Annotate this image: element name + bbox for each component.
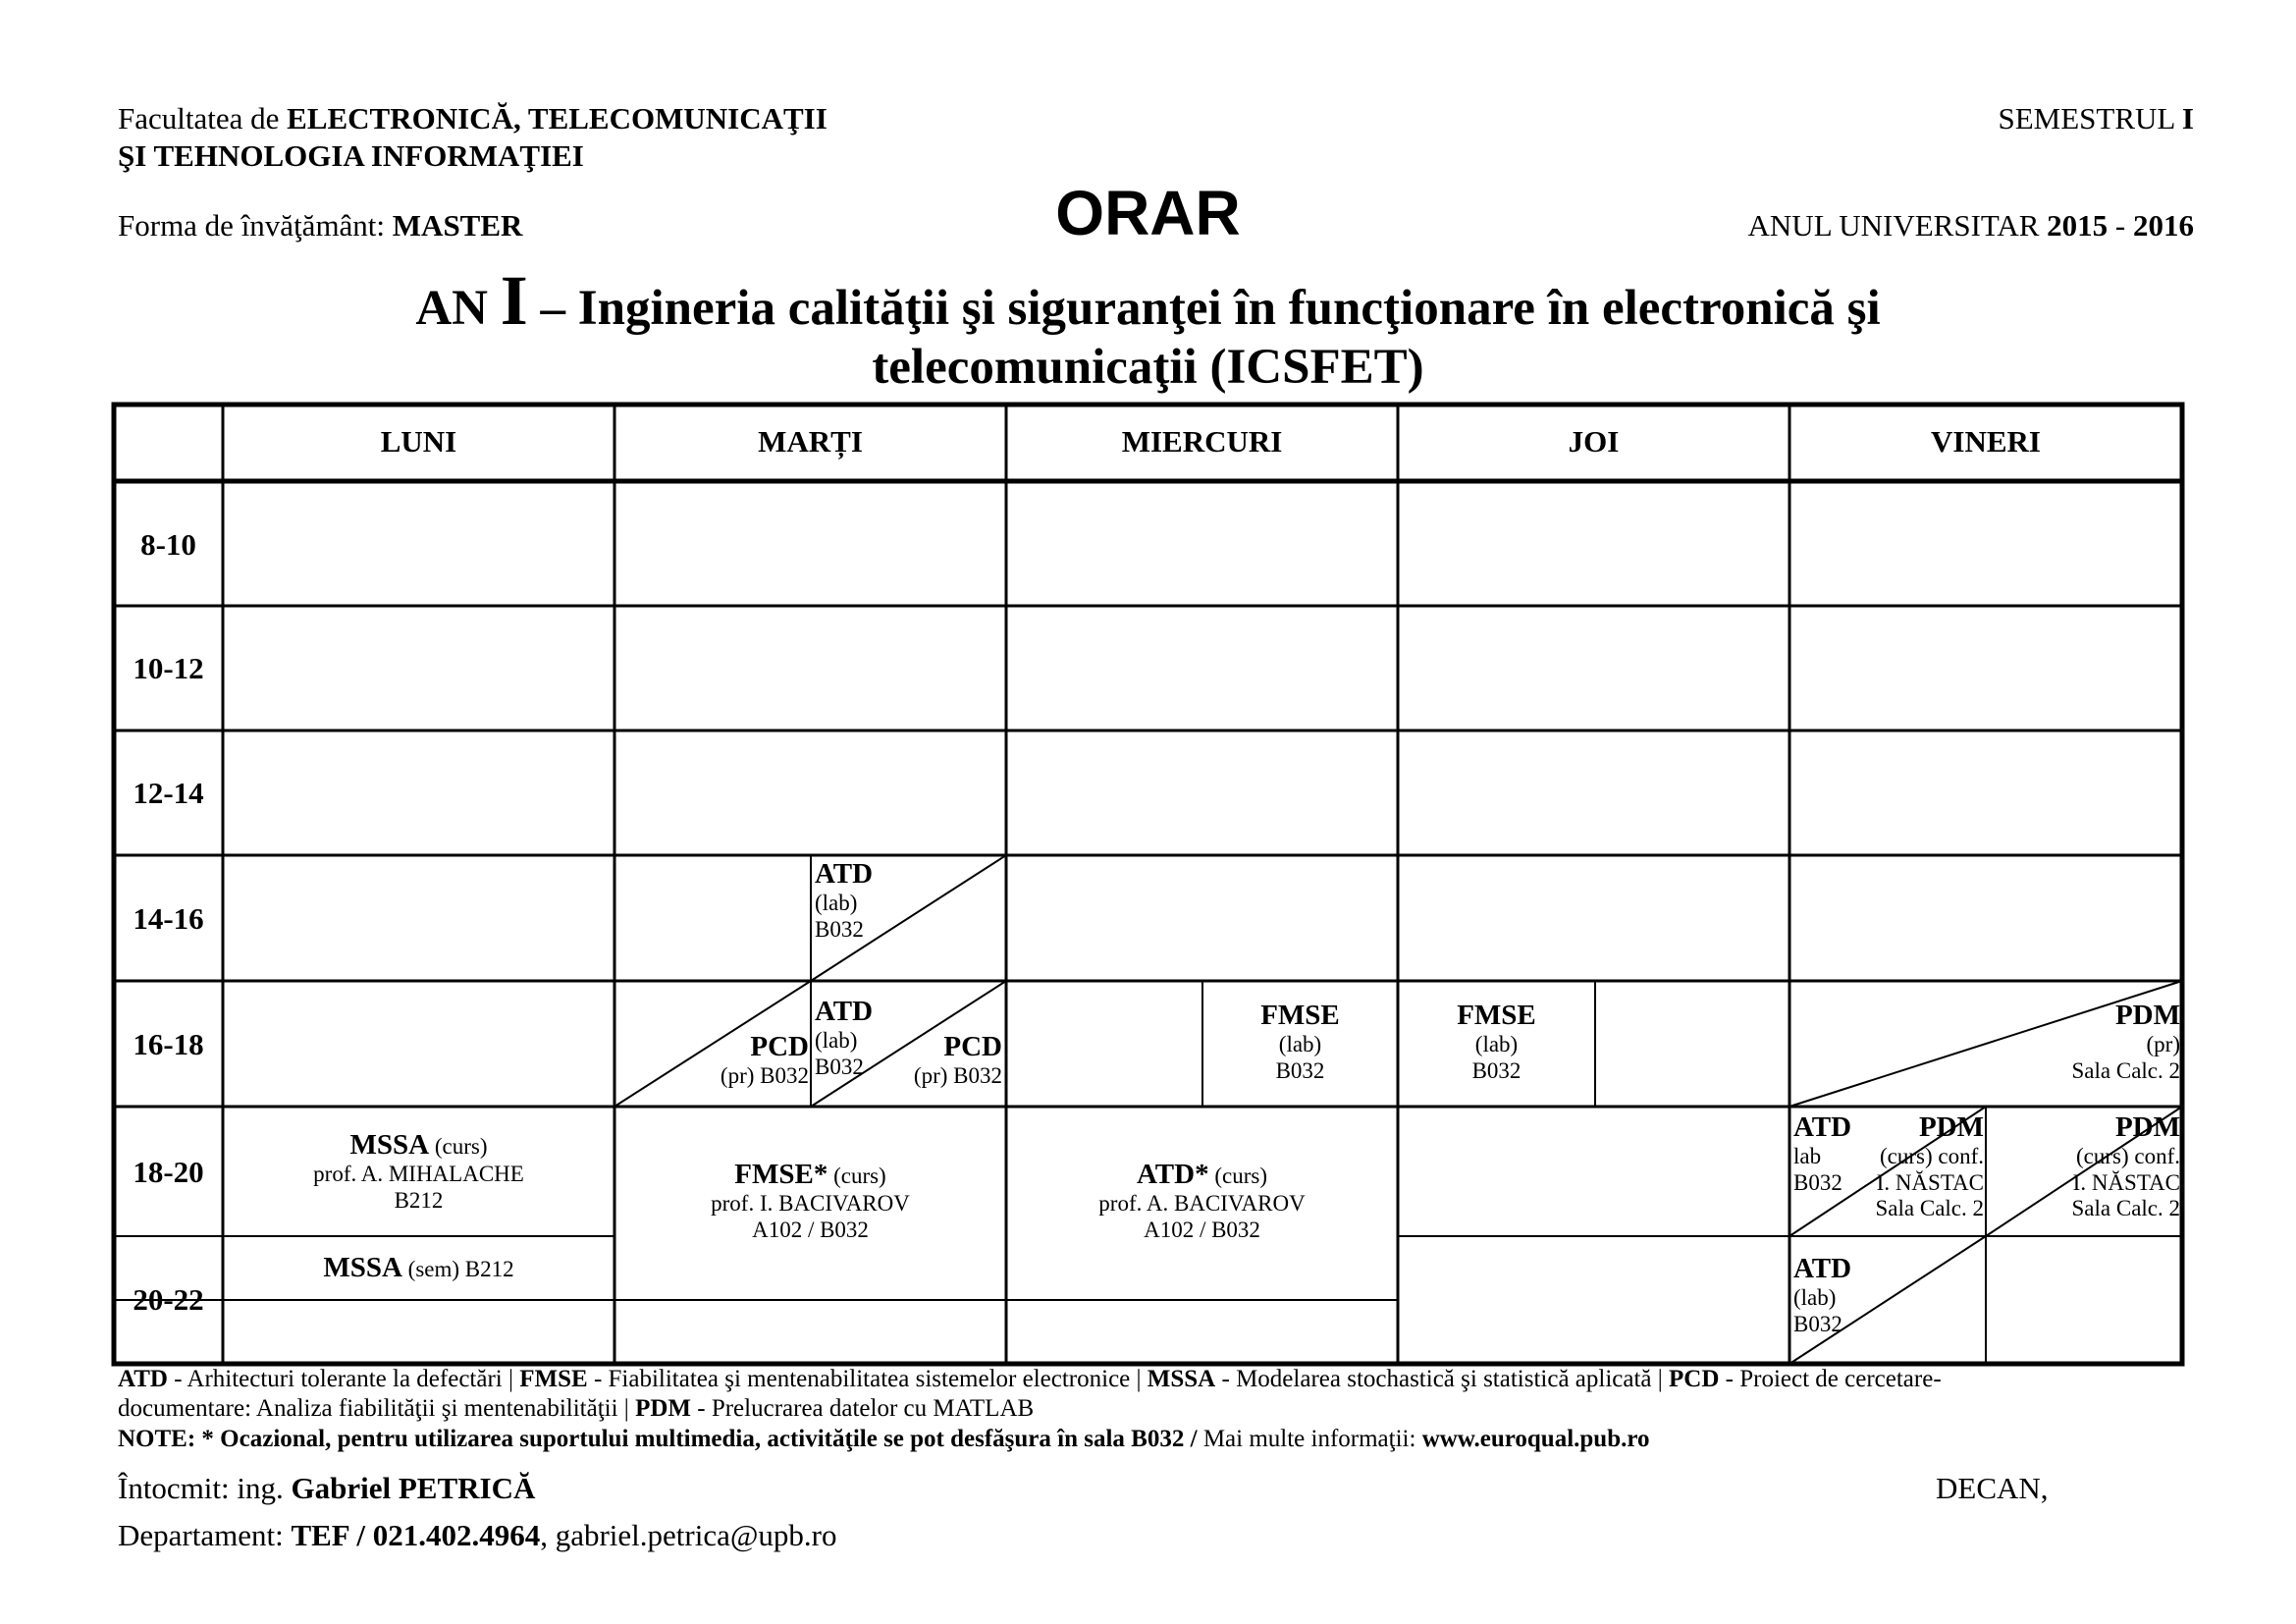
- legend-code: MSSA: [1147, 1366, 1216, 1392]
- course-code: PDM: [2114, 1111, 2180, 1143]
- course-type: (sem): [401, 1257, 460, 1281]
- entry-joi-1618-fmse: [1398, 1000, 1595, 1084]
- form-value: MASTER: [392, 208, 523, 243]
- note-plain: Mai multe informaţii:: [1197, 1426, 1422, 1452]
- legend-code: PCD: [1669, 1366, 1720, 1392]
- entry-vineri-1820-pdm-2: [2072, 1111, 2181, 1222]
- course-room: A102 / B032: [1144, 1217, 1260, 1242]
- course-code: PDM: [1918, 1111, 1984, 1143]
- legend-text: - Proiect de cercetare-: [1719, 1366, 1942, 1392]
- entry-vineri-1820-atd: [1793, 1111, 1851, 1196]
- course-room: B212: [394, 1187, 444, 1213]
- entry-miercuri-1822-atd: [1006, 1159, 1398, 1243]
- time-slot: 20-22: [133, 1282, 204, 1317]
- course-type: (lab): [1474, 1032, 1519, 1057]
- course-professor: prof. I. BACIVAROV: [711, 1191, 910, 1217]
- course-type: (lab): [815, 891, 858, 916]
- day-header-joi: JOI: [1568, 424, 1620, 459]
- legend-code: ATD: [118, 1366, 168, 1392]
- prepared-label: Întocmit: ing.: [118, 1471, 292, 1505]
- legend-text: - Fiabilitatea şi mentenabilitatea sistemelor electronice |: [587, 1366, 1148, 1392]
- course-code: ATD: [815, 858, 874, 890]
- entry-miercuri-1618-fmse: [1202, 1000, 1398, 1084]
- entry-marti-1618-pcd-1: [721, 1031, 809, 1090]
- course-professor: I. NĂSTAC: [1876, 1169, 1984, 1195]
- day-header-vineri: VINERI: [1931, 424, 2041, 459]
- entry-marti-1618-pcd-2: [914, 1031, 1002, 1090]
- prepared-by: [118, 1471, 535, 1506]
- legend-code: PDM: [635, 1395, 691, 1422]
- time-slot: 18-20: [133, 1155, 204, 1189]
- course-room: B032: [815, 1054, 864, 1079]
- entry-luni-1820-mssa: [223, 1129, 614, 1214]
- legend-text: - Arhitecturi tolerante la defectări |: [167, 1366, 520, 1392]
- course-code: FMSE: [1457, 1000, 1536, 1031]
- faculty-prefix: Facultatea de: [118, 101, 288, 135]
- course-room: B212: [459, 1257, 514, 1281]
- course-code: FMSE*: [734, 1159, 828, 1190]
- course-code: MSSA: [349, 1129, 430, 1161]
- course-type: (curs) conf.: [2075, 1144, 2180, 1169]
- course-code: ATD: [1793, 1253, 1852, 1284]
- dept-value: TEF / 021.402.: [291, 1518, 480, 1552]
- program-year: I: [500, 261, 528, 340]
- year-label: ANUL UNIVERSITAR: [1747, 208, 2048, 243]
- legend-line-1: [118, 1365, 1942, 1394]
- course-room: Sala Calc. 2: [2071, 1057, 2180, 1083]
- semester-label: SEMESTRUL: [1998, 101, 2182, 135]
- course-type: (curs): [1208, 1164, 1267, 1188]
- entry-marti-1416-atd: [815, 858, 873, 943]
- faculty-line-1: [118, 100, 828, 137]
- time-slot: 14-16: [133, 901, 204, 936]
- course-type: (lab): [1278, 1032, 1322, 1057]
- dept-label: Departament:: [118, 1518, 292, 1552]
- year-from: 2015: [2047, 208, 2109, 243]
- course-type: (curs): [429, 1134, 488, 1159]
- legend-line-2: [118, 1394, 1034, 1424]
- course-code: PCD: [750, 1031, 809, 1062]
- legend-text: - Modelarea stochastică şi statistică aplicată |: [1215, 1366, 1670, 1392]
- course-type: (curs) conf.: [1879, 1144, 1984, 1169]
- course-detail: (pr) B032: [913, 1063, 1002, 1089]
- course-professor: prof. A. MIHALACHE: [313, 1162, 524, 1187]
- dept-ext: 4964: [479, 1518, 541, 1552]
- time-slot: 8-10: [140, 527, 196, 562]
- legend-code: FMSE: [519, 1366, 588, 1392]
- course-room: B032: [815, 916, 864, 942]
- course-professor: prof. A. BACIVAROV: [1098, 1191, 1306, 1217]
- course-code: ATD: [1793, 1111, 1852, 1143]
- course-room: Sala Calc. 2: [1875, 1196, 1984, 1221]
- note-bold: NOTE: * Ocazional, pentru utilizarea suportului multimedia, activităţile se pot desfăşura în sala B032 /: [118, 1426, 1198, 1452]
- course-type: (pr): [2146, 1032, 2180, 1057]
- program-line-2: telecomunicaţii (ICSFET): [872, 340, 1424, 395]
- day-header-miercuri: MIERCURI: [1121, 424, 1283, 459]
- semester-value: I: [2181, 101, 2194, 135]
- form-label: Forma de învăţământ:: [118, 208, 393, 243]
- faculty-name-2: ŞI TEHNOLOGIA INFORMAŢIEI: [118, 138, 584, 173]
- dept-email[interactable]: , gabriel.petrica@upb.ro: [540, 1518, 837, 1552]
- course-code: ATD*: [1137, 1159, 1209, 1190]
- course-type: (curs): [828, 1164, 886, 1188]
- prepared-name: Gabriel PETRICĂ: [291, 1471, 536, 1505]
- course-room: B032: [1275, 1057, 1325, 1083]
- time-slot: 12-14: [133, 776, 204, 810]
- course-code: MSSA: [323, 1252, 402, 1283]
- course-code: PDM: [2114, 1000, 2180, 1031]
- entry-marti-1822-fmse: [614, 1159, 1006, 1243]
- program-title: [0, 261, 2296, 397]
- course-detail: (pr) B032: [720, 1063, 809, 1089]
- note-line: [118, 1425, 1650, 1454]
- course-professor: I. NĂSTAC: [2072, 1169, 2180, 1195]
- day-header-luni: LUNI: [380, 424, 457, 459]
- course-code: FMSE: [1260, 1000, 1340, 1031]
- course-room: B032: [1793, 1169, 1842, 1195]
- year-sep: -: [2108, 208, 2133, 243]
- dean-label: DECAN,: [1936, 1471, 2049, 1505]
- course-room: B032: [1471, 1057, 1522, 1083]
- legend-text: documentare: Analiza fiabilităţii şi mentenabilităţii |: [118, 1395, 636, 1422]
- page-title: ORAR: [1055, 178, 1241, 248]
- day-header-marti: MARȚI: [758, 424, 863, 459]
- course-type: lab: [1793, 1144, 1822, 1169]
- entry-luni-2022-mssa: [223, 1252, 614, 1284]
- entry-marti-1618-atd: [815, 996, 873, 1080]
- program-line-1: – Ingineria calităţii şi siguranţei în funcţionare în electronică şi: [527, 281, 1881, 336]
- course-room: A102 / B032: [752, 1217, 869, 1242]
- entry-vineri-1618-pdm: [2072, 1000, 2181, 1084]
- course-room: B032: [1793, 1311, 1842, 1336]
- course-room: Sala Calc. 2: [2071, 1196, 2180, 1221]
- department: [118, 1518, 836, 1553]
- time-slot: 10-12: [133, 651, 204, 685]
- course-type: (lab): [1793, 1285, 1837, 1311]
- note-url[interactable]: www.euroqual.pub.ro: [1421, 1426, 1650, 1452]
- faculty-name-1: ELECTRONICĂ, TELECOMUNICAŢII: [287, 101, 828, 135]
- course-code: PCD: [943, 1031, 1002, 1062]
- entry-vineri-2022-atd: [1793, 1253, 1851, 1337]
- legend-text: - Prelucrarea datelor cu MATLAB: [691, 1395, 1035, 1422]
- year-to: 2016: [2133, 208, 2194, 243]
- time-slot: 16-18: [133, 1027, 204, 1061]
- course-type: (lab): [815, 1028, 858, 1054]
- course-code: ATD: [815, 996, 874, 1027]
- semester: [1998, 100, 2194, 137]
- program-an: AN: [415, 281, 501, 336]
- entry-vineri-1820-pdm-1: [1876, 1111, 1985, 1222]
